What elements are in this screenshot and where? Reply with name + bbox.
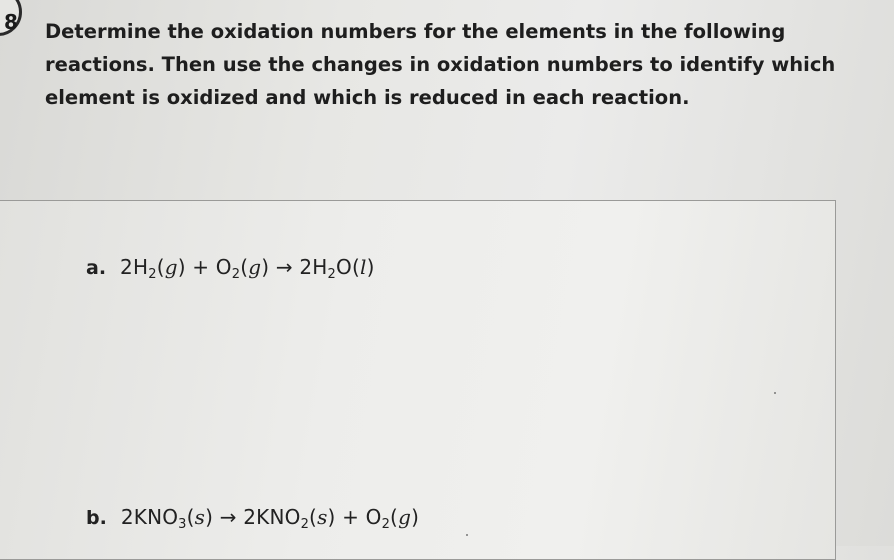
paper-speck bbox=[774, 392, 776, 394]
question-prompt: Determine the oxidation numbers for the elements in the following reactions. Then use the changes in oxidation numbers to identify which element is oxidized and which is reduced in each reaction. bbox=[45, 20, 836, 109]
reaction-a bbox=[86, 255, 375, 282]
reaction-b bbox=[86, 505, 419, 532]
equation-b: $2KNO_3(s) \to 2KNO_2(s) + O_2(g)$ bbox=[120, 505, 420, 532]
part-label-a: a. bbox=[86, 257, 107, 279]
equation-a: $2H_2(g) + O_2(g) \to 2H_2O(l)$ bbox=[120, 255, 375, 282]
part-label-b: b. bbox=[86, 507, 107, 529]
question-number: 8 bbox=[4, 10, 18, 34]
paper-speck bbox=[466, 534, 468, 536]
